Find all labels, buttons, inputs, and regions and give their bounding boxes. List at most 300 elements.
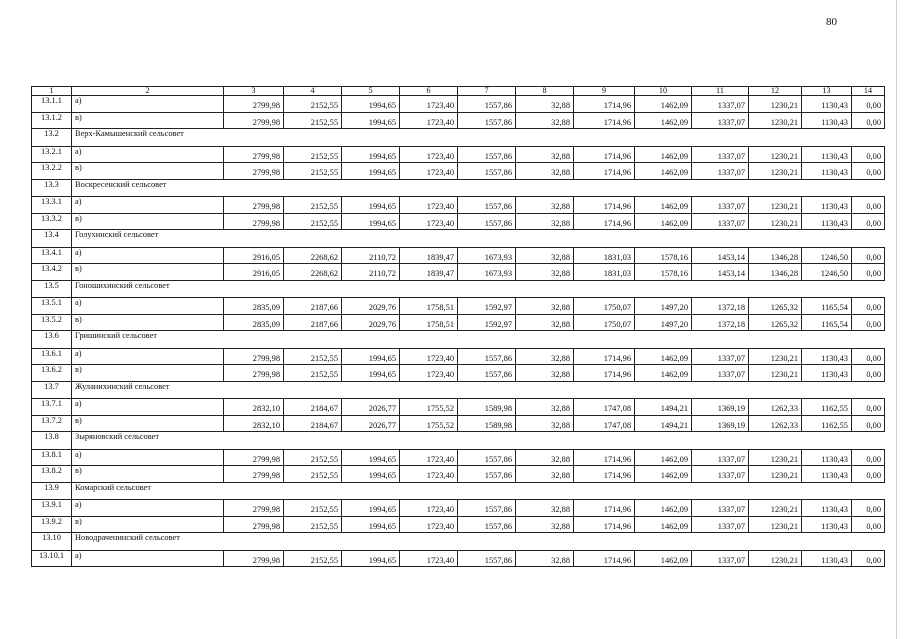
value-cell: 2110,72 bbox=[342, 264, 400, 281]
row-label: в) bbox=[72, 112, 224, 129]
value-cell: 1723,40 bbox=[400, 550, 458, 567]
value-cell: 1557,86 bbox=[458, 449, 516, 466]
row-label: в) bbox=[72, 163, 224, 180]
value-cell: 32,88 bbox=[516, 213, 574, 230]
value-cell: 1462,09 bbox=[635, 516, 692, 533]
value-cell: 2029,76 bbox=[342, 314, 400, 331]
value-cell: 0,00 bbox=[852, 399, 885, 416]
value-cell: 1230,21 bbox=[749, 96, 802, 113]
group-name: Верх-Камышенский сельсовет bbox=[72, 129, 885, 147]
table-row bbox=[32, 348, 885, 365]
row-label: в) bbox=[72, 264, 224, 281]
row-code: 13.6.1 bbox=[32, 348, 72, 365]
value-cell: 32,88 bbox=[516, 449, 574, 466]
value-cell: 1462,09 bbox=[635, 146, 692, 163]
column-number-row bbox=[32, 87, 885, 96]
value-cell: 32,88 bbox=[516, 197, 574, 214]
value-cell: 1230,21 bbox=[749, 348, 802, 365]
row-code: 13.9.2 bbox=[32, 516, 72, 533]
column-number-cell: 5 bbox=[342, 87, 400, 96]
value-cell: 2799,98 bbox=[224, 449, 284, 466]
row-label: а) bbox=[72, 449, 224, 466]
value-cell: 1723,40 bbox=[400, 516, 458, 533]
group-header-row bbox=[32, 230, 885, 248]
value-cell: 1337,07 bbox=[692, 449, 749, 466]
row-code: 13.3.2 bbox=[32, 213, 72, 230]
group-code: 13.3 bbox=[32, 179, 72, 197]
group-name: Гоношихинский сельсовет bbox=[72, 280, 885, 298]
value-cell: 2268,62 bbox=[284, 264, 342, 281]
value-cell: 1337,07 bbox=[692, 197, 749, 214]
value-cell: 0,00 bbox=[852, 516, 885, 533]
value-cell: 1346,28 bbox=[749, 247, 802, 264]
value-cell: 2152,55 bbox=[284, 449, 342, 466]
value-cell: 1714,96 bbox=[574, 516, 635, 533]
value-cell: 1462,09 bbox=[635, 213, 692, 230]
value-cell: 1723,40 bbox=[400, 96, 458, 113]
table-row bbox=[32, 298, 885, 315]
value-cell: 1723,40 bbox=[400, 365, 458, 382]
value-cell: 1165,54 bbox=[802, 314, 852, 331]
value-cell: 1758,51 bbox=[400, 298, 458, 315]
value-cell: 1337,07 bbox=[692, 516, 749, 533]
value-cell: 2916,05 bbox=[224, 264, 284, 281]
value-cell: 2152,55 bbox=[284, 348, 342, 365]
value-cell: 1994,65 bbox=[342, 146, 400, 163]
value-cell: 1994,65 bbox=[342, 213, 400, 230]
value-cell: 2268,62 bbox=[284, 247, 342, 264]
value-cell: 0,00 bbox=[852, 500, 885, 517]
value-cell: 1723,40 bbox=[400, 449, 458, 466]
value-cell: 1747,08 bbox=[574, 415, 635, 432]
value-cell: 1723,40 bbox=[400, 112, 458, 129]
value-cell: 32,88 bbox=[516, 163, 574, 180]
table-row bbox=[32, 112, 885, 129]
value-cell: 0,00 bbox=[852, 449, 885, 466]
value-cell: 1230,21 bbox=[749, 449, 802, 466]
table-row bbox=[32, 550, 885, 567]
value-cell: 1494,21 bbox=[635, 415, 692, 432]
row-label: а) bbox=[72, 96, 224, 113]
value-cell: 2152,55 bbox=[284, 96, 342, 113]
value-cell: 1130,43 bbox=[802, 112, 852, 129]
value-cell: 0,00 bbox=[852, 466, 885, 483]
group-code: 13.2 bbox=[32, 129, 72, 147]
value-cell: 1462,09 bbox=[635, 365, 692, 382]
row-code: 13.1.1 bbox=[32, 96, 72, 113]
value-cell: 1265,32 bbox=[749, 298, 802, 315]
value-cell: 32,88 bbox=[516, 314, 574, 331]
value-cell: 1230,21 bbox=[749, 550, 802, 567]
value-cell: 2799,98 bbox=[224, 213, 284, 230]
value-cell: 0,00 bbox=[852, 96, 885, 113]
table-row bbox=[32, 146, 885, 163]
table-row bbox=[32, 163, 885, 180]
value-cell: 1714,96 bbox=[574, 500, 635, 517]
table-row bbox=[32, 415, 885, 432]
value-cell: 1723,40 bbox=[400, 163, 458, 180]
value-cell: 2152,55 bbox=[284, 197, 342, 214]
group-name: Новодраченинский сельсовет bbox=[72, 533, 885, 551]
row-code: 13.5.2 bbox=[32, 314, 72, 331]
group-header-row bbox=[32, 129, 885, 147]
column-number-cell: 9 bbox=[574, 87, 635, 96]
value-cell: 1723,40 bbox=[400, 146, 458, 163]
value-cell: 0,00 bbox=[852, 365, 885, 382]
value-cell: 1723,40 bbox=[400, 197, 458, 214]
row-label: а) bbox=[72, 146, 224, 163]
column-number-cell: 14 bbox=[852, 87, 885, 96]
column-number-cell: 10 bbox=[635, 87, 692, 96]
table-body bbox=[32, 96, 885, 567]
value-cell: 32,88 bbox=[516, 247, 574, 264]
row-label: а) bbox=[72, 500, 224, 517]
value-cell: 1130,43 bbox=[802, 348, 852, 365]
group-code: 13.10 bbox=[32, 533, 72, 551]
value-cell: 1750,07 bbox=[574, 298, 635, 315]
column-number-cell: 11 bbox=[692, 87, 749, 96]
value-cell: 1994,65 bbox=[342, 449, 400, 466]
value-cell: 2799,98 bbox=[224, 550, 284, 567]
value-cell: 1337,07 bbox=[692, 112, 749, 129]
row-code: 13.6.2 bbox=[32, 365, 72, 382]
column-number-cell: 7 bbox=[458, 87, 516, 96]
value-cell: 32,88 bbox=[516, 348, 574, 365]
value-cell: 1557,86 bbox=[458, 466, 516, 483]
value-cell: 1130,43 bbox=[802, 516, 852, 533]
value-cell: 1994,65 bbox=[342, 348, 400, 365]
value-cell: 1337,07 bbox=[692, 365, 749, 382]
value-cell: 2799,98 bbox=[224, 96, 284, 113]
value-cell: 1557,86 bbox=[458, 146, 516, 163]
value-cell: 1246,50 bbox=[802, 247, 852, 264]
value-cell: 1130,43 bbox=[802, 449, 852, 466]
value-cell: 32,88 bbox=[516, 516, 574, 533]
value-cell: 1162,55 bbox=[802, 399, 852, 416]
value-cell: 2152,55 bbox=[284, 516, 342, 533]
column-number-cell: 1 bbox=[32, 87, 72, 96]
value-cell: 2916,05 bbox=[224, 247, 284, 264]
group-code: 13.5 bbox=[32, 280, 72, 298]
value-cell: 1994,65 bbox=[342, 112, 400, 129]
value-cell: 1723,40 bbox=[400, 500, 458, 517]
value-cell: 2799,98 bbox=[224, 163, 284, 180]
value-cell: 1265,32 bbox=[749, 314, 802, 331]
group-name: Жуланихинский сельсовет bbox=[72, 381, 885, 399]
value-cell: 1994,65 bbox=[342, 516, 400, 533]
group-name: Воскресенский сельсовет bbox=[72, 179, 885, 197]
value-cell: 1230,21 bbox=[749, 516, 802, 533]
value-cell: 1262,33 bbox=[749, 399, 802, 416]
column-number-cell: 6 bbox=[400, 87, 458, 96]
value-cell: 2029,76 bbox=[342, 298, 400, 315]
row-label: в) bbox=[72, 466, 224, 483]
value-cell: 2152,55 bbox=[284, 112, 342, 129]
value-cell: 1557,86 bbox=[458, 163, 516, 180]
value-cell: 1372,18 bbox=[692, 298, 749, 315]
value-cell: 1723,40 bbox=[400, 213, 458, 230]
value-cell: 0,00 bbox=[852, 348, 885, 365]
value-cell: 1714,96 bbox=[574, 466, 635, 483]
value-cell: 2187,66 bbox=[284, 298, 342, 315]
value-cell: 1130,43 bbox=[802, 163, 852, 180]
table-row bbox=[32, 247, 885, 264]
value-cell: 32,88 bbox=[516, 298, 574, 315]
group-code: 13.4 bbox=[32, 230, 72, 248]
value-cell: 0,00 bbox=[852, 298, 885, 315]
value-cell: 1337,07 bbox=[692, 213, 749, 230]
group-header-row bbox=[32, 280, 885, 298]
value-cell: 1673,93 bbox=[458, 247, 516, 264]
column-number-cell: 12 bbox=[749, 87, 802, 96]
row-code: 13.7.1 bbox=[32, 399, 72, 416]
value-cell: 1714,96 bbox=[574, 365, 635, 382]
value-cell: 1714,96 bbox=[574, 96, 635, 113]
value-cell: 0,00 bbox=[852, 197, 885, 214]
group-name: Комарский сельсовет bbox=[72, 482, 885, 500]
row-code: 13.10.1 bbox=[32, 550, 72, 567]
value-cell: 1994,65 bbox=[342, 500, 400, 517]
value-cell: 1557,86 bbox=[458, 500, 516, 517]
row-code: 13.3.1 bbox=[32, 197, 72, 214]
value-cell: 1557,86 bbox=[458, 112, 516, 129]
row-label: в) bbox=[72, 213, 224, 230]
column-number-cell: 4 bbox=[284, 87, 342, 96]
value-cell: 32,88 bbox=[516, 146, 574, 163]
table-row bbox=[32, 516, 885, 533]
value-cell: 0,00 bbox=[852, 415, 885, 432]
value-cell: 1747,08 bbox=[574, 399, 635, 416]
value-cell: 1839,47 bbox=[400, 247, 458, 264]
value-cell: 0,00 bbox=[852, 112, 885, 129]
value-cell: 1462,09 bbox=[635, 500, 692, 517]
value-cell: 1714,96 bbox=[574, 348, 635, 365]
value-cell: 1994,65 bbox=[342, 96, 400, 113]
value-cell: 0,00 bbox=[852, 247, 885, 264]
group-header-row bbox=[32, 482, 885, 500]
value-cell: 1230,21 bbox=[749, 213, 802, 230]
tariff-table bbox=[31, 86, 885, 567]
value-cell: 1230,21 bbox=[749, 500, 802, 517]
row-label: в) bbox=[72, 516, 224, 533]
value-cell: 1714,96 bbox=[574, 550, 635, 567]
value-cell: 1130,43 bbox=[802, 146, 852, 163]
value-cell: 2152,55 bbox=[284, 550, 342, 567]
value-cell: 2799,98 bbox=[224, 365, 284, 382]
row-code: 13.4.1 bbox=[32, 247, 72, 264]
value-cell: 1337,07 bbox=[692, 163, 749, 180]
value-cell: 1497,20 bbox=[635, 298, 692, 315]
value-cell: 1723,40 bbox=[400, 348, 458, 365]
value-cell: 32,88 bbox=[516, 466, 574, 483]
value-cell: 1557,86 bbox=[458, 96, 516, 113]
value-cell: 1130,43 bbox=[802, 500, 852, 517]
value-cell: 1497,20 bbox=[635, 314, 692, 331]
table-row bbox=[32, 213, 885, 230]
row-code: 13.7.2 bbox=[32, 415, 72, 432]
row-code: 13.9.1 bbox=[32, 500, 72, 517]
row-code: 13.2.2 bbox=[32, 163, 72, 180]
value-cell: 1462,09 bbox=[635, 348, 692, 365]
row-label: а) bbox=[72, 399, 224, 416]
value-cell: 1723,40 bbox=[400, 466, 458, 483]
value-cell: 2152,55 bbox=[284, 500, 342, 517]
value-cell: 1130,43 bbox=[802, 365, 852, 382]
column-number-cell: 8 bbox=[516, 87, 574, 96]
value-cell: 1337,07 bbox=[692, 466, 749, 483]
value-cell: 2799,98 bbox=[224, 348, 284, 365]
value-cell: 2799,98 bbox=[224, 146, 284, 163]
value-cell: 2184,67 bbox=[284, 399, 342, 416]
value-cell: 1557,86 bbox=[458, 550, 516, 567]
row-label: а) bbox=[72, 247, 224, 264]
row-label: а) bbox=[72, 348, 224, 365]
value-cell: 1714,96 bbox=[574, 146, 635, 163]
value-cell: 1462,09 bbox=[635, 550, 692, 567]
value-cell: 1831,03 bbox=[574, 264, 635, 281]
row-label: а) bbox=[72, 550, 224, 567]
value-cell: 0,00 bbox=[852, 550, 885, 567]
row-label: а) bbox=[72, 298, 224, 315]
value-cell: 1994,65 bbox=[342, 466, 400, 483]
row-code: 13.8.2 bbox=[32, 466, 72, 483]
value-cell: 1462,09 bbox=[635, 96, 692, 113]
value-cell: 1714,96 bbox=[574, 213, 635, 230]
table-row bbox=[32, 449, 885, 466]
value-cell: 1462,09 bbox=[635, 163, 692, 180]
value-cell: 1337,07 bbox=[692, 500, 749, 517]
row-code: 13.2.1 bbox=[32, 146, 72, 163]
value-cell: 1462,09 bbox=[635, 466, 692, 483]
column-number-cell: 2 bbox=[72, 87, 224, 96]
value-cell: 32,88 bbox=[516, 399, 574, 416]
value-cell: 1589,98 bbox=[458, 399, 516, 416]
value-cell: 2152,55 bbox=[284, 365, 342, 382]
value-cell: 1162,55 bbox=[802, 415, 852, 432]
value-cell: 32,88 bbox=[516, 415, 574, 432]
table-row bbox=[32, 500, 885, 517]
value-cell: 1337,07 bbox=[692, 96, 749, 113]
value-cell: 32,88 bbox=[516, 264, 574, 281]
value-cell: 1230,21 bbox=[749, 146, 802, 163]
value-cell: 2152,55 bbox=[284, 213, 342, 230]
column-number-cell: 13 bbox=[802, 87, 852, 96]
value-cell: 1230,21 bbox=[749, 365, 802, 382]
value-cell: 1230,21 bbox=[749, 466, 802, 483]
group-code: 13.6 bbox=[32, 331, 72, 349]
value-cell: 32,88 bbox=[516, 500, 574, 517]
value-cell: 1755,52 bbox=[400, 415, 458, 432]
value-cell: 1130,43 bbox=[802, 197, 852, 214]
value-cell: 1453,14 bbox=[692, 264, 749, 281]
value-cell: 32,88 bbox=[516, 96, 574, 113]
value-cell: 2799,98 bbox=[224, 466, 284, 483]
value-cell: 1557,86 bbox=[458, 348, 516, 365]
page-number: 80 bbox=[826, 16, 837, 28]
value-cell: 1714,96 bbox=[574, 197, 635, 214]
value-cell: 1750,07 bbox=[574, 314, 635, 331]
value-cell: 1994,65 bbox=[342, 550, 400, 567]
value-cell: 1839,47 bbox=[400, 264, 458, 281]
value-cell: 1130,43 bbox=[802, 466, 852, 483]
value-cell: 1494,21 bbox=[635, 399, 692, 416]
row-code: 13.5.1 bbox=[32, 298, 72, 315]
value-cell: 1578,16 bbox=[635, 264, 692, 281]
page-edge-line bbox=[896, 0, 897, 639]
row-code: 13.8.1 bbox=[32, 449, 72, 466]
row-code: 13.1.2 bbox=[32, 112, 72, 129]
table-row bbox=[32, 399, 885, 416]
value-cell: 2110,72 bbox=[342, 247, 400, 264]
value-cell: 2832,10 bbox=[224, 399, 284, 416]
value-cell: 2152,55 bbox=[284, 163, 342, 180]
value-cell: 32,88 bbox=[516, 365, 574, 382]
value-cell: 1337,07 bbox=[692, 550, 749, 567]
value-cell: 1557,86 bbox=[458, 213, 516, 230]
value-cell: 1673,93 bbox=[458, 264, 516, 281]
row-label: в) bbox=[72, 365, 224, 382]
group-name: Гришинский сельсовет bbox=[72, 331, 885, 349]
value-cell: 1462,09 bbox=[635, 449, 692, 466]
value-cell: 32,88 bbox=[516, 550, 574, 567]
table-row bbox=[32, 365, 885, 382]
value-cell: 2152,55 bbox=[284, 466, 342, 483]
table-row bbox=[32, 264, 885, 281]
table-row bbox=[32, 466, 885, 483]
row-label: в) bbox=[72, 415, 224, 432]
value-cell: 32,88 bbox=[516, 112, 574, 129]
table-row bbox=[32, 314, 885, 331]
value-cell: 1758,51 bbox=[400, 314, 458, 331]
value-cell: 1369,19 bbox=[692, 415, 749, 432]
table-row bbox=[32, 96, 885, 113]
value-cell: 1589,98 bbox=[458, 415, 516, 432]
value-cell: 0,00 bbox=[852, 146, 885, 163]
value-cell: 1165,54 bbox=[802, 298, 852, 315]
row-code: 13.4.2 bbox=[32, 264, 72, 281]
value-cell: 0,00 bbox=[852, 163, 885, 180]
value-cell: 1557,86 bbox=[458, 516, 516, 533]
value-cell: 1714,96 bbox=[574, 112, 635, 129]
value-cell: 1369,19 bbox=[692, 399, 749, 416]
value-cell: 1130,43 bbox=[802, 96, 852, 113]
value-cell: 1262,33 bbox=[749, 415, 802, 432]
value-cell: 1557,86 bbox=[458, 365, 516, 382]
value-cell: 2832,10 bbox=[224, 415, 284, 432]
value-cell: 1230,21 bbox=[749, 112, 802, 129]
group-header-row bbox=[32, 331, 885, 349]
value-cell: 1246,50 bbox=[802, 264, 852, 281]
value-cell: 1994,65 bbox=[342, 163, 400, 180]
value-cell: 1592,97 bbox=[458, 314, 516, 331]
value-cell: 1130,43 bbox=[802, 213, 852, 230]
value-cell: 1994,65 bbox=[342, 197, 400, 214]
group-header-row bbox=[32, 432, 885, 450]
value-cell: 2799,98 bbox=[224, 197, 284, 214]
value-cell: 2152,55 bbox=[284, 146, 342, 163]
value-cell: 1372,18 bbox=[692, 314, 749, 331]
row-label: в) bbox=[72, 314, 224, 331]
value-cell: 1337,07 bbox=[692, 348, 749, 365]
value-cell: 1714,96 bbox=[574, 449, 635, 466]
value-cell: 2799,98 bbox=[224, 500, 284, 517]
group-name: Голухинский сельсовет bbox=[72, 230, 885, 248]
value-cell: 0,00 bbox=[852, 264, 885, 281]
value-cell: 1462,09 bbox=[635, 197, 692, 214]
value-cell: 1230,21 bbox=[749, 197, 802, 214]
value-cell: 2187,66 bbox=[284, 314, 342, 331]
group-code: 13.7 bbox=[32, 381, 72, 399]
